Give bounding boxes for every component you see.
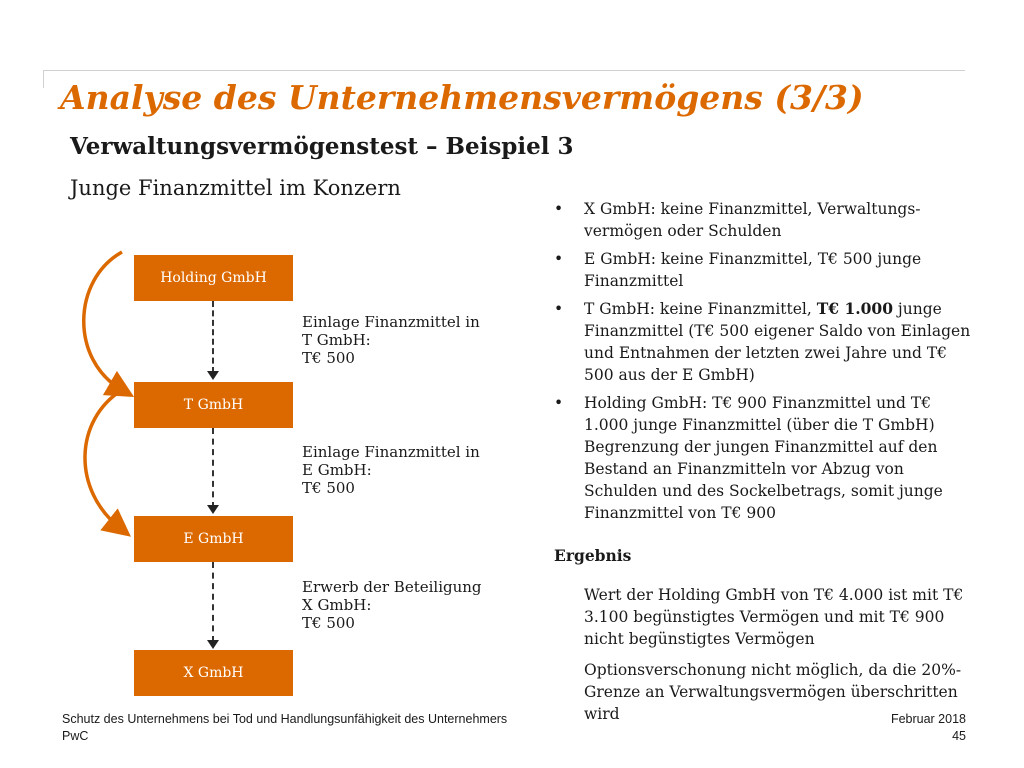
edge-label-line: T€ 500 <box>302 479 355 497</box>
edge-label-line: E GmbH: <box>302 461 372 479</box>
footer-company: PwC <box>62 729 89 743</box>
footer-date: Februar 2018 <box>890 712 966 726</box>
bullet-icon: • <box>554 394 564 412</box>
bullet-icon: • <box>554 300 564 318</box>
edge-label-2 <box>302 443 480 497</box>
box-x-gmbh: X GmbH <box>134 650 293 696</box>
bullet-list <box>552 198 972 530</box>
connector-line <box>212 301 214 373</box>
edge-label-3 <box>302 578 482 632</box>
bullet-icon: • <box>554 250 564 268</box>
edge-label-line: Einlage Finanzmittel in <box>302 443 480 461</box>
edge-label-1 <box>302 313 480 367</box>
header-corner <box>43 70 44 88</box>
bullet-text: Holding GmbH: T€ 900 Finanzmittel und T€ 1.000 junge Finanzmittel (über die T GmbH) Begrenzung der jungen Finanzmittel auf den Bestand an Finanzmitteln vor Abzug von Schulden und des Sockelbetrags, somit junge Finanzmittel von T€ 900 <box>584 394 943 522</box>
bullet-item <box>552 392 972 524</box>
edge-label-line: T GmbH: <box>302 331 371 349</box>
slide-title: Analyse des Unternehmensvermögens (3/3) <box>60 78 864 117</box>
edge-label-line: X GmbH: <box>302 596 372 614</box>
edge-label-line: T€ 500 <box>302 614 355 632</box>
curved-arrows <box>60 240 140 540</box>
bullet-text-bold: T€ 1.000 <box>816 299 893 318</box>
arrowhead-icon <box>207 371 219 380</box>
box-t-gmbh: T GmbH <box>134 382 293 428</box>
footer-page-number: 45 <box>952 729 966 743</box>
bullet-item <box>552 198 972 242</box>
bullet-text: E GmbH: keine Finanzmittel, T€ 500 junge Finanzmittel <box>584 250 922 290</box>
section-label: Junge Finanzmittel im Konzern <box>70 176 401 200</box>
header-rule <box>43 70 965 71</box>
result-heading: Ergebnis <box>554 546 632 565</box>
connector-line <box>212 562 214 642</box>
edge-label-line: Einlage Finanzmittel in <box>302 313 480 331</box>
slide-subtitle: Verwaltungsvermögenstest – Beispiel 3 <box>70 133 574 160</box>
bullet-text: junge Finanzmittel (T€ 500 eigener Saldo von Einlagen und Entnahmen der letzten zwei Jahre und T€ 500 aus der E GmbH) <box>584 300 971 384</box>
box-holding-gmbh: Holding GmbH <box>134 255 293 301</box>
arrowhead-icon <box>207 505 219 514</box>
result-paragraph: Optionsverschonung nicht möglich, da die 20%-Grenze an Verwaltungsvermögen überschritten wird <box>584 661 962 723</box>
result-paragraph: Wert der Holding GmbH von T€ 4.000 ist mit T€ 3.100 begünstigtes Vermögen und mit T€ 900 nicht begünstigtes Vermögen <box>584 586 964 648</box>
bullet-icon: • <box>554 200 564 218</box>
bullet-item <box>552 298 972 386</box>
bullet-item <box>552 248 972 292</box>
box-e-gmbh: E GmbH <box>134 516 293 562</box>
arrowhead-icon <box>207 640 219 649</box>
edge-label-line: T€ 500 <box>302 349 355 367</box>
bullet-text: T GmbH: keine Finanzmittel, <box>584 300 817 318</box>
edge-label-line: Erwerb der Beteiligung <box>302 578 482 596</box>
curved-arrow-1 <box>84 252 122 390</box>
bullet-text: X GmbH: keine Finanzmittel, Verwaltungs-vermögen oder Schulden <box>584 200 921 240</box>
footer-document-title: Schutz des Unternehmens bei Tod und Handlungsunfähigkeit des Unternehmers <box>62 712 508 726</box>
connector-line <box>212 428 214 508</box>
curved-arrow-2 <box>85 390 122 528</box>
